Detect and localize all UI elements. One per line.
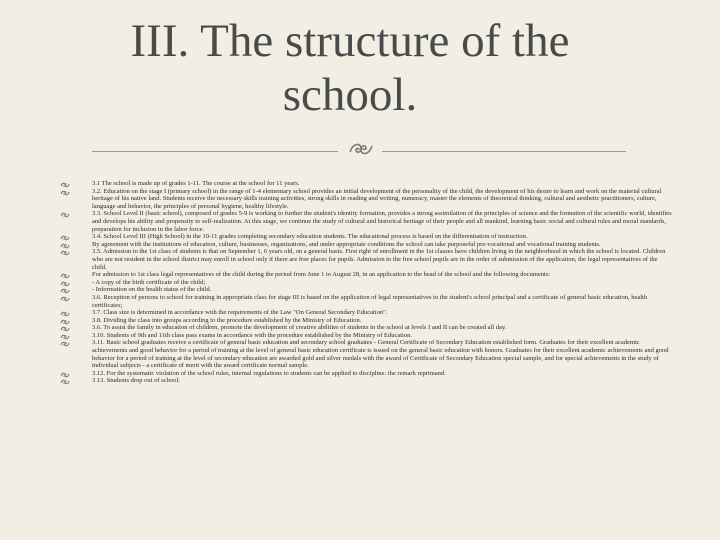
list-item-text: 3.13. Students drop out of school: (92, 377, 180, 385)
ornate-swirl-bullet-icon (60, 378, 70, 386)
list-item-text: 3.7. Class size is determined in accordance with the requirements of the Law "On General Secondary Education". (92, 309, 388, 317)
list-item (60, 279, 672, 287)
title-divider-left (92, 151, 338, 152)
list-item-text: By agreement with the institutions of education, culture, businesses, organizations, and under appropriate conditions the school can take purposeful pre-vocational and vocational training students. (92, 240, 601, 248)
list-item (60, 286, 672, 294)
ornate-swirl-bullet-icon (60, 189, 70, 197)
list-item-text: 3.1 The school is made up of grades 1-11. The course at the school for 11 years. (92, 180, 300, 187)
list-item-text: - Information on the health status of the child. (92, 286, 212, 294)
ornate-swirl-bullet-icon (60, 340, 70, 348)
list-item-text: - A copy of the birth certificate of the child; (92, 278, 206, 286)
slide-title: III. The structure of the school. (130, 15, 570, 121)
bullet-list (60, 180, 672, 385)
list-item-text: 3.10. Students of 9th and 11th class pass exams in accordance with the procedure established by the Ministry of Education. (92, 331, 412, 339)
list-item-text: 3.2. Education on the stage I (primary school) in the range of 1-4 elementary school provides an initial development of the personality of the child, the development of his desire to learn and work on the material cultural heritage of his native land. Students receive the necessary skills training activities, strong skills in reading and writing, numeracy, master the elements of theoretical thinking, cultural and aesthetic practitioners, culture, language and behavior, the principles of personal hygiene, healthy lifestyle. (92, 187, 662, 210)
list-item (60, 309, 672, 317)
list-item (60, 180, 672, 188)
list-item (60, 339, 672, 369)
list-item-text: 3.6. To assist the family in education of children, promote the development of creative abilities of students in the school at levels I and II can be created all day. (92, 324, 507, 332)
title-divider-right (382, 151, 626, 152)
list-item (60, 317, 672, 325)
list-item (60, 248, 672, 271)
list-item-text: For admission to 1st class legal representatives of the child during the period from June 1 to August 28, in an application to the head of the school and the following documents: (92, 271, 551, 279)
ornate-swirl-bullet-icon (60, 211, 70, 219)
list-item (60, 241, 672, 249)
list-item (60, 188, 672, 211)
list-item-text: 3.12. For the systematic violation of the school rules, internal regulations to students can be applied to discipline: the remark reprimand. (92, 369, 446, 377)
list-item-text: 3.5. Admission to the 1st class of students is that on September 1, 6 years old, on a general basis. First right of enrollment in the 1st classes have children living in the neighborhood in which the school is located. Children who are not resident in the school district may enroll in school only if there are free places for pupils. Admission to the free school pupils are in the order of submission of the application, the legal representatives of the child. (92, 248, 666, 271)
list-item-text: 3.3. School Level II (basic school), composed of grades 5-9 is working to further the student's identity formation, provides a strong assimilation of the principles of science and the formation of the scientific world, identifies and develops his ability and propensity to self-realization. At this stage, we continue the study of cultural and historical heritage of their people and all mankind, learning basic social and cultural rules and moral standards, preparation for inclusion in the labor force. (92, 210, 672, 233)
list-item (60, 324, 672, 332)
list-item (60, 377, 672, 385)
list-item-text: 3.4. School Level III (High School) in the 10-11 grades completing secondary education students. The educational process is based on the differentiation of instruction. (92, 233, 528, 241)
list-item-text: 3.11. Basic school graduates receive a certificate of general basic education and secondary school graduates - General Certificate of Secondary Education established form. Graduates for their excellent academic achievements and good behavior for a period of training at the level of general basic education certificate is issued on the general basic education with honors. Graduates for their excellent academic achievements and good behavior for a period of training at the level of secondary education are awarded gold and silver medals with the award of Certificate of Secondary Education special sample, and for special achievements in the study of individual subjects - a certificate of merit with the award certificate normal sample. (92, 339, 669, 370)
list-item (60, 370, 672, 378)
list-item (60, 294, 672, 309)
ornate-swirl-bullet-icon (60, 295, 70, 303)
ornate-swirl-ornament-icon (347, 138, 375, 160)
list-item (60, 271, 672, 279)
ornate-swirl-bullet-icon (60, 249, 70, 257)
list-item-text: 3.6. Reception of persons to school for training in appropriate class for stage III is based on the application of legal representatives to the student's school principal and a certificate of general basic education, health certificates; (92, 293, 648, 309)
list-item (60, 210, 672, 233)
list-item-text: 3.8. Dividing the class into groups according to the procedure established by the Ministry of Education. (92, 316, 362, 324)
list-item (60, 332, 672, 340)
list-item (60, 233, 672, 241)
